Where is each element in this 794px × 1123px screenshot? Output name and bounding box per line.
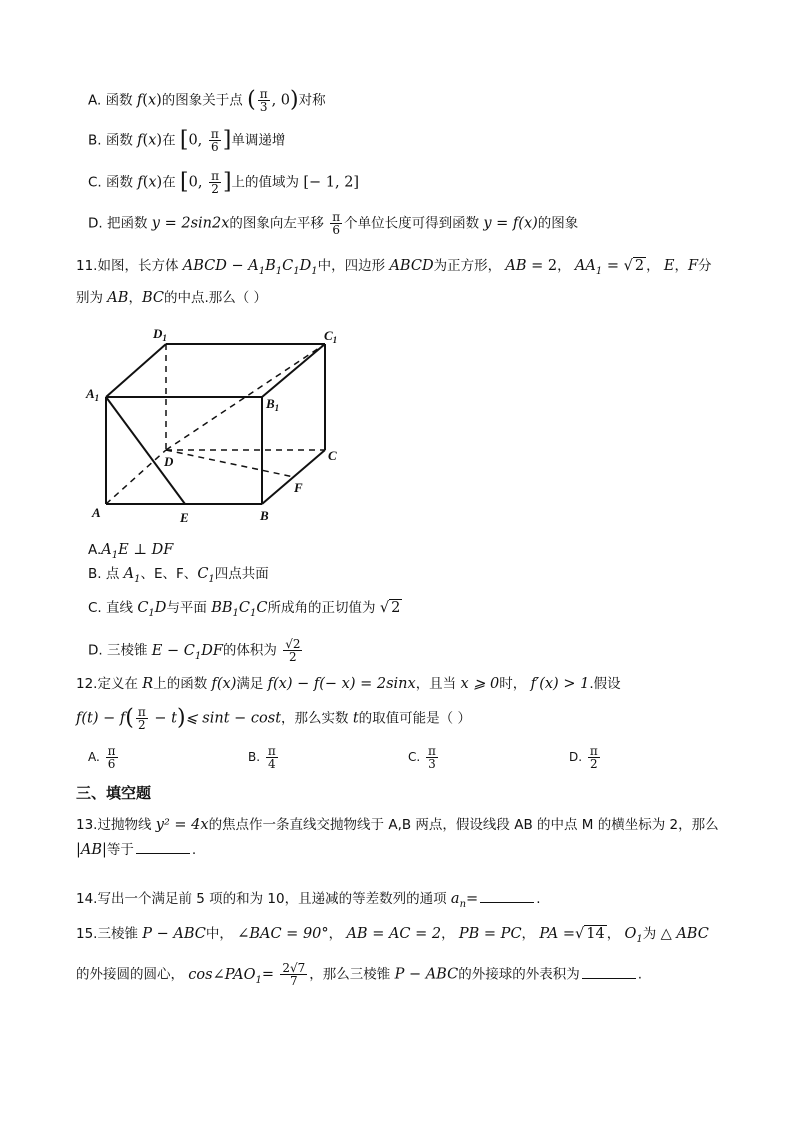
math: = 2: [526, 258, 558, 274]
text: ，: [606, 926, 621, 942]
q12-choice-d: [569, 745, 602, 770]
text: A.: [88, 750, 100, 764]
q14-line: [76, 889, 540, 915]
sqrt-14: √ 14: [575, 926, 605, 942]
math: ): [156, 174, 163, 191]
math: P − ABC: [394, 966, 459, 983]
text: 分: [698, 258, 712, 274]
math: PB = PC: [458, 926, 522, 942]
math: PA =: [539, 926, 575, 942]
math: $\cos\angle PAO_1$: [188, 966, 262, 986]
label-e: E: [180, 510, 189, 525]
frac-2sqrt7-7: $\frac{2√7}{7}$: [282, 961, 306, 988]
math: y = f(x): [483, 215, 538, 232]
frac-pi-2: $\frac{\pi}{2}$: [211, 169, 219, 196]
frac: $\frac{\pi}{3}$: [428, 744, 436, 771]
math: $C_1$: [197, 566, 215, 585]
text: ，: [557, 258, 571, 274]
q12-stem-line1: [76, 674, 621, 694]
text: 别为: [76, 290, 103, 306]
cuboid-figure: [80, 322, 350, 532]
math: , 0: [271, 92, 291, 109]
q12-stem-line2: [76, 706, 471, 731]
q11-option-a: [88, 540, 173, 566]
edge-bc: [262, 450, 325, 504]
text: A. 函数: [88, 92, 133, 109]
q10-option-a: [88, 88, 326, 113]
text: 13.过抛物线: [76, 817, 152, 833]
math: y² = 4x: [155, 817, 209, 833]
text: 所成角的正切值为: [267, 600, 376, 616]
math: =: [466, 891, 479, 907]
math: f(x): [211, 676, 237, 692]
frac-pi-6: $\frac{\pi}{6}$: [210, 127, 219, 154]
segment-df-hidden: [166, 450, 294, 477]
math: $O_1$: [624, 926, 643, 945]
text: D.: [569, 750, 583, 764]
frac-sqrt2-2: $\frac{√2}{2}$: [285, 637, 301, 664]
q11-option-d: [88, 638, 304, 666]
text: .: [191, 842, 197, 858]
bracket: ]: [222, 169, 232, 195]
q12-choice-a: [88, 745, 120, 770]
q13-line2: [76, 840, 196, 860]
math: |AB|: [76, 842, 107, 858]
math: 0,: [188, 174, 208, 191]
text: 对称: [298, 92, 326, 109]
text: 上的值域为: [231, 174, 300, 191]
text: 为: [642, 926, 657, 942]
q11-stem-line1: 11.如图，长方体 ABCD − $A_1B_1C_1D_1$中，四边形 ABCD为正方形， AB = 2， $AA_1$ = √ 2 ， E，F分: [76, 258, 712, 277]
text: 的图象关于点: [161, 92, 243, 109]
text: D. 三棱锥: [88, 642, 148, 659]
text: 14.写出一个满足前 5 项的和为 10，且递减的等差数列的通项: [76, 891, 447, 907]
text: .: [536, 891, 541, 907]
bracket: ]: [222, 127, 232, 153]
math: f′(x) > 1: [530, 676, 590, 692]
edge-ad-hidden: [106, 450, 166, 504]
math: F: [687, 258, 699, 274]
math: ∠BAC = 90°: [237, 926, 329, 942]
sqrt-2: √ 2: [623, 258, 645, 274]
text: .: [637, 966, 642, 983]
q12-choice-c: [408, 745, 440, 770]
text: 四点共面: [214, 566, 269, 582]
math: $a_n$: [450, 891, 467, 910]
math: ABCD: [389, 258, 434, 274]
text: D. 把函数: [88, 215, 148, 232]
text: ，那么实数: [281, 710, 349, 727]
label-f: F: [294, 480, 303, 495]
edge-a1d1: [106, 344, 166, 397]
q11-option-b: [88, 564, 269, 590]
q10-option-d: [88, 211, 578, 236]
text: ，: [441, 926, 455, 942]
text: 与平面: [166, 600, 207, 616]
q12-choice-b: [248, 745, 280, 770]
q15-line2: [76, 962, 642, 990]
text: 满足: [236, 676, 264, 692]
answer-blank[interactable]: [136, 841, 190, 854]
label-b1: $B_1$: [266, 396, 280, 413]
text: A.: [88, 542, 102, 558]
answer-blank[interactable]: [480, 890, 534, 903]
text: 的中点.那么（ ）: [163, 290, 268, 306]
frac-pi-3: $\frac{\pi}{3}$: [259, 87, 268, 114]
math: 0,: [188, 132, 207, 149]
math: x: [147, 92, 157, 109]
text: 15.三棱锥: [76, 926, 138, 942]
math: E: [663, 258, 675, 274]
q10-option-b: [88, 128, 285, 153]
frac: $\frac{\pi}{6}$: [107, 744, 116, 771]
math: ): [156, 132, 163, 149]
q11-stem-line2: 别为 AB，BC的中点.那么（ ）: [76, 290, 268, 306]
bracket: [: [179, 127, 189, 153]
text: ，那么三棱锥: [309, 966, 391, 983]
q13-line1: [76, 815, 719, 835]
text: 等于: [106, 842, 134, 858]
text: 中，: [205, 926, 233, 942]
text: 中，四边形: [317, 258, 386, 274]
math: AB: [505, 258, 527, 274]
text: B. 点: [88, 566, 120, 582]
math: (: [142, 132, 149, 149]
text: ，: [328, 926, 343, 942]
math: AB = AC = 2: [346, 926, 442, 942]
text: 的外接球的外表积为: [458, 966, 580, 983]
bracket: [: [180, 169, 189, 195]
text: 在: [162, 132, 176, 149]
math: y = 2sin2x: [151, 215, 230, 232]
label-d1: $D_1$: [153, 326, 167, 343]
text: C. 函数: [88, 174, 134, 191]
text: 的外接圆的圆心，: [76, 966, 184, 983]
q15-line1: [76, 924, 709, 950]
section-title: 三、填空题: [76, 784, 152, 802]
math: $E - C_1DF$: [151, 642, 223, 662]
label-d: D: [164, 454, 174, 469]
edge-b1c1: [262, 344, 325, 397]
math: $AA_1$: [574, 258, 603, 277]
label-c: C: [328, 448, 337, 463]
text: ，: [521, 926, 536, 942]
frac-pi-6: $\frac{\pi}{6}$: [332, 210, 341, 237]
math: △ ABC: [660, 926, 709, 942]
math: (: [142, 174, 149, 191]
text: B.: [248, 750, 261, 764]
paren: ): [176, 705, 186, 731]
math-fx: f: [136, 92, 143, 109]
text: 的图象向左平移: [229, 215, 324, 232]
math: f: [137, 174, 143, 191]
math: ): [156, 92, 162, 109]
text: 、E、F、: [140, 566, 198, 582]
math: f: [137, 132, 143, 149]
q10-option-c: [88, 170, 359, 195]
math: BC: [141, 290, 164, 306]
frac: $\frac{\pi}{2}$: [589, 744, 598, 771]
text: 的取值可能是（ ）: [358, 710, 471, 727]
math: ⩽ sint − cost: [185, 710, 282, 727]
label-b: B: [260, 508, 269, 523]
text: 12.定义在: [76, 676, 138, 692]
text: 的图象: [537, 215, 579, 232]
text: 11.如图，长方体: [76, 258, 179, 274]
answer-blank[interactable]: [582, 966, 636, 979]
text: C.: [408, 750, 421, 764]
text: 单调递增: [231, 132, 286, 149]
math: =: [602, 258, 624, 274]
paren: (: [247, 87, 256, 113]
math: (: [142, 92, 148, 109]
sqrt-2: √ 2: [379, 600, 401, 616]
frac: $\frac{\pi}{4}$: [267, 744, 276, 771]
text: 在: [162, 174, 176, 191]
text: 上的函数: [153, 676, 208, 692]
text: 的体积为: [222, 642, 277, 659]
text: 为正方形，: [433, 258, 502, 274]
q11-option-c: [88, 598, 402, 624]
math: x: [148, 132, 157, 149]
math: x ⩾ 0: [460, 676, 500, 692]
math: $A_1E$ ⊥ DF: [101, 542, 174, 561]
math: f(x) − f(− x) = 2sinx: [267, 676, 416, 692]
math: P − ABC: [142, 926, 206, 942]
math: $BB_1C_1C$: [211, 600, 268, 619]
segment-a1e: [106, 397, 185, 504]
math: t: [352, 710, 359, 727]
text: ，: [646, 258, 660, 274]
math: $A_1$: [123, 566, 141, 585]
text: B. 函数: [88, 132, 133, 149]
math-range: [− 1, 2]: [303, 174, 360, 191]
math: AB: [107, 290, 129, 306]
paren: (: [125, 705, 134, 731]
math: ABCD − $A_1B_1C_1D_1$: [182, 258, 318, 277]
paren: ): [290, 87, 299, 113]
label-a: A: [92, 505, 101, 520]
text: ，且当: [415, 676, 457, 692]
math: x: [148, 174, 157, 191]
text: .假设: [589, 676, 621, 692]
text: 个单位长度可得到函数: [344, 215, 480, 232]
math: f(t) − f: [76, 710, 126, 727]
math: − t: [149, 710, 177, 727]
math: =: [261, 966, 275, 983]
label-c1: $C_1$: [324, 328, 338, 345]
text: 时，: [499, 676, 527, 692]
math: R: [142, 676, 154, 692]
text: 的焦点作一条直线交抛物线于 A,B 两点，假设线段 AB 的中点 M 的横坐标为 2，那么: [208, 817, 719, 833]
label-a1: $A_1$: [86, 386, 100, 403]
frac-pi-2: $\frac{\pi}{2}$: [137, 705, 146, 732]
math: $C_1D$: [137, 600, 167, 619]
text: C. 直线: [88, 600, 134, 616]
